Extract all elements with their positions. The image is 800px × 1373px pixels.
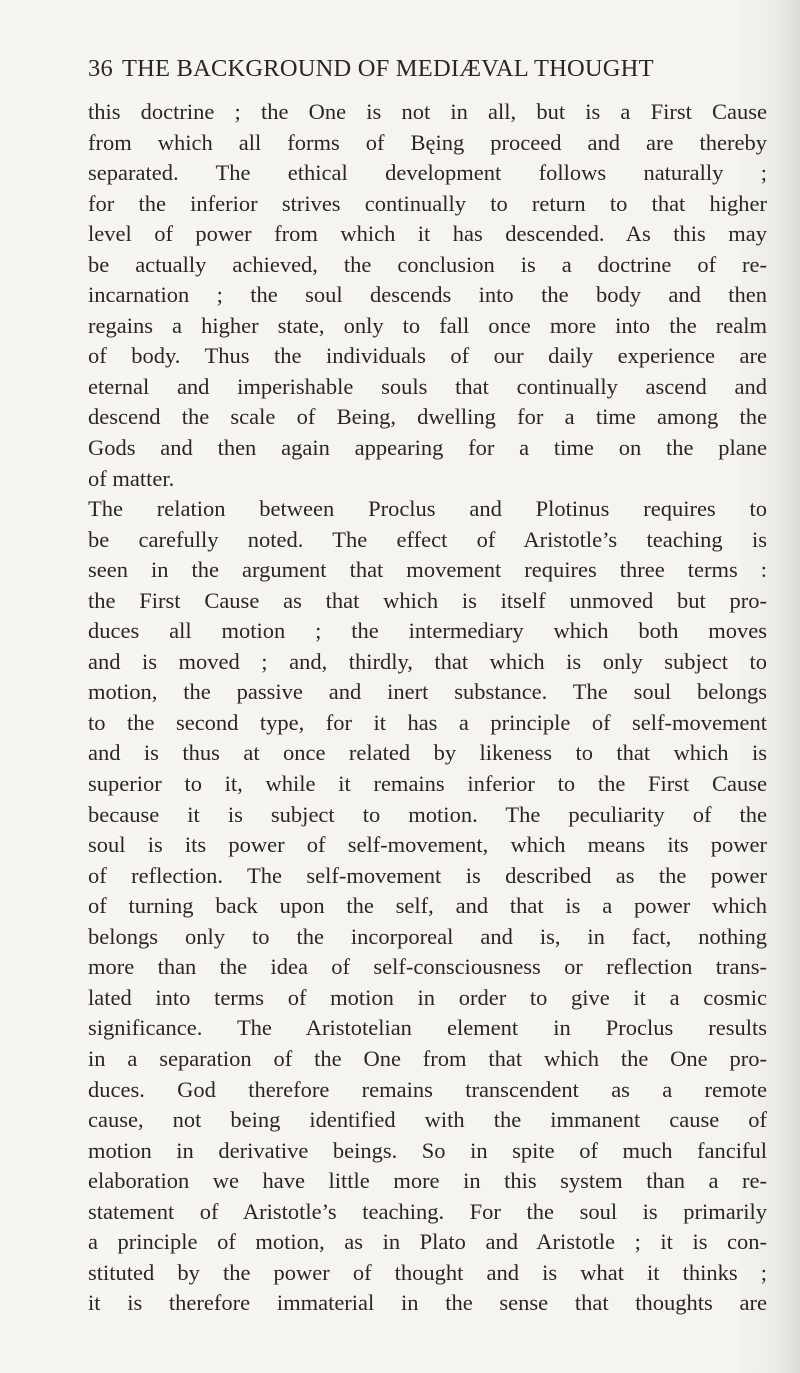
text-line: statement of Aristotle’s teaching. For the soul is primarily (88, 1198, 767, 1224)
text-line: more than the idea of self-consciousness or reflection trans- (88, 954, 767, 980)
text-line: motion in derivative beings. So in spite of much fanciful (88, 1137, 767, 1163)
text-line: the First Cause as that which is itself unmoved but pro- (88, 587, 767, 613)
text-line: in a separation of the One from that which the One pro- (88, 1045, 767, 1071)
text-line: to the second type, for it has a principle of self-movement (88, 709, 767, 735)
text-line: it is therefore immaterial in the sense that thoughts are (88, 1290, 767, 1316)
text-line: soul is its power of self-movement, which means its power (88, 832, 767, 858)
text-line: descend the scale of Being, dwelling for a time among the (88, 404, 767, 430)
text-line: this doctrine ; the One is not in all, but is a First Cause (88, 99, 767, 124)
text-line: level of power from which it has descended. As this may (88, 221, 767, 247)
text-line: be carefully noted. The effect of Aristotle’s teaching is (88, 526, 767, 552)
text-line: incarnation ; the soul descends into the body and then (88, 282, 767, 308)
page-number: 36 (88, 55, 113, 82)
text-line: duces all motion ; the intermediary which both moves (88, 618, 767, 644)
text-line: duces. God therefore remains transcendent as a remote (88, 1076, 767, 1102)
text-line: for the inferior strives continually to return to that higher (88, 190, 767, 216)
text-line: motion, the passive and inert substance. The soul belongs (88, 679, 767, 705)
text-line: separated. The ethical development follows naturally ; (88, 160, 767, 186)
text-line: of turning back upon the self, and that is a power which (88, 893, 767, 919)
text-line: regains a higher state, only to fall once more into the realm (88, 312, 767, 338)
page-header (88, 55, 768, 95)
text-line: The relation between Proclus and Plotinus requires to (88, 496, 767, 522)
text-line: and is thus at once related by likeness to that which is (88, 740, 767, 766)
paragraph-end-line: of matter. (88, 465, 175, 491)
text-line: be actually achieved, the conclusion is a doctrine of re- (88, 251, 767, 277)
text-line: eternal and imperishable souls that continually ascend and (88, 373, 767, 399)
running-title: THE BACKGROUND OF MEDIÆVAL THOUGHT (122, 55, 654, 82)
text-line: cause, not being identified with the immanent cause of (88, 1107, 767, 1133)
text-line: seen in the argument that movement requires three terms : (88, 557, 767, 583)
text-line: significance. The Aristotelian element in Proclus results (88, 1015, 767, 1041)
text-line: belongs only to the incorporeal and is, in fact, nothing (88, 923, 767, 949)
text-line: of reflection. The self-movement is described as the power (88, 862, 767, 888)
text-line: lated into terms of motion in order to give it a cosmic (88, 984, 767, 1010)
text-line: elaboration we have little more in this system than a re- (88, 1168, 767, 1194)
text-line: and is moved ; and, thirdly, that which is only subject to (88, 648, 767, 674)
text-line: Gods and then again appearing for a time on the plane (88, 435, 767, 461)
text-line: a principle of motion, as in Plato and Aristotle ; it is con- (88, 1229, 767, 1255)
text-line: stituted by the power of thought and is what it thinks ; (88, 1259, 767, 1285)
text-line: of body. Thus the individuals of our daily experience are (88, 343, 767, 369)
text-line: superior to it, while it remains inferior to the First Cause (88, 771, 767, 797)
text-line: from which all forms of Bęing proceed and are thereby (88, 129, 767, 155)
body-text (88, 97, 767, 1319)
text-line: because it is subject to motion. The peculiarity of the (88, 801, 767, 827)
